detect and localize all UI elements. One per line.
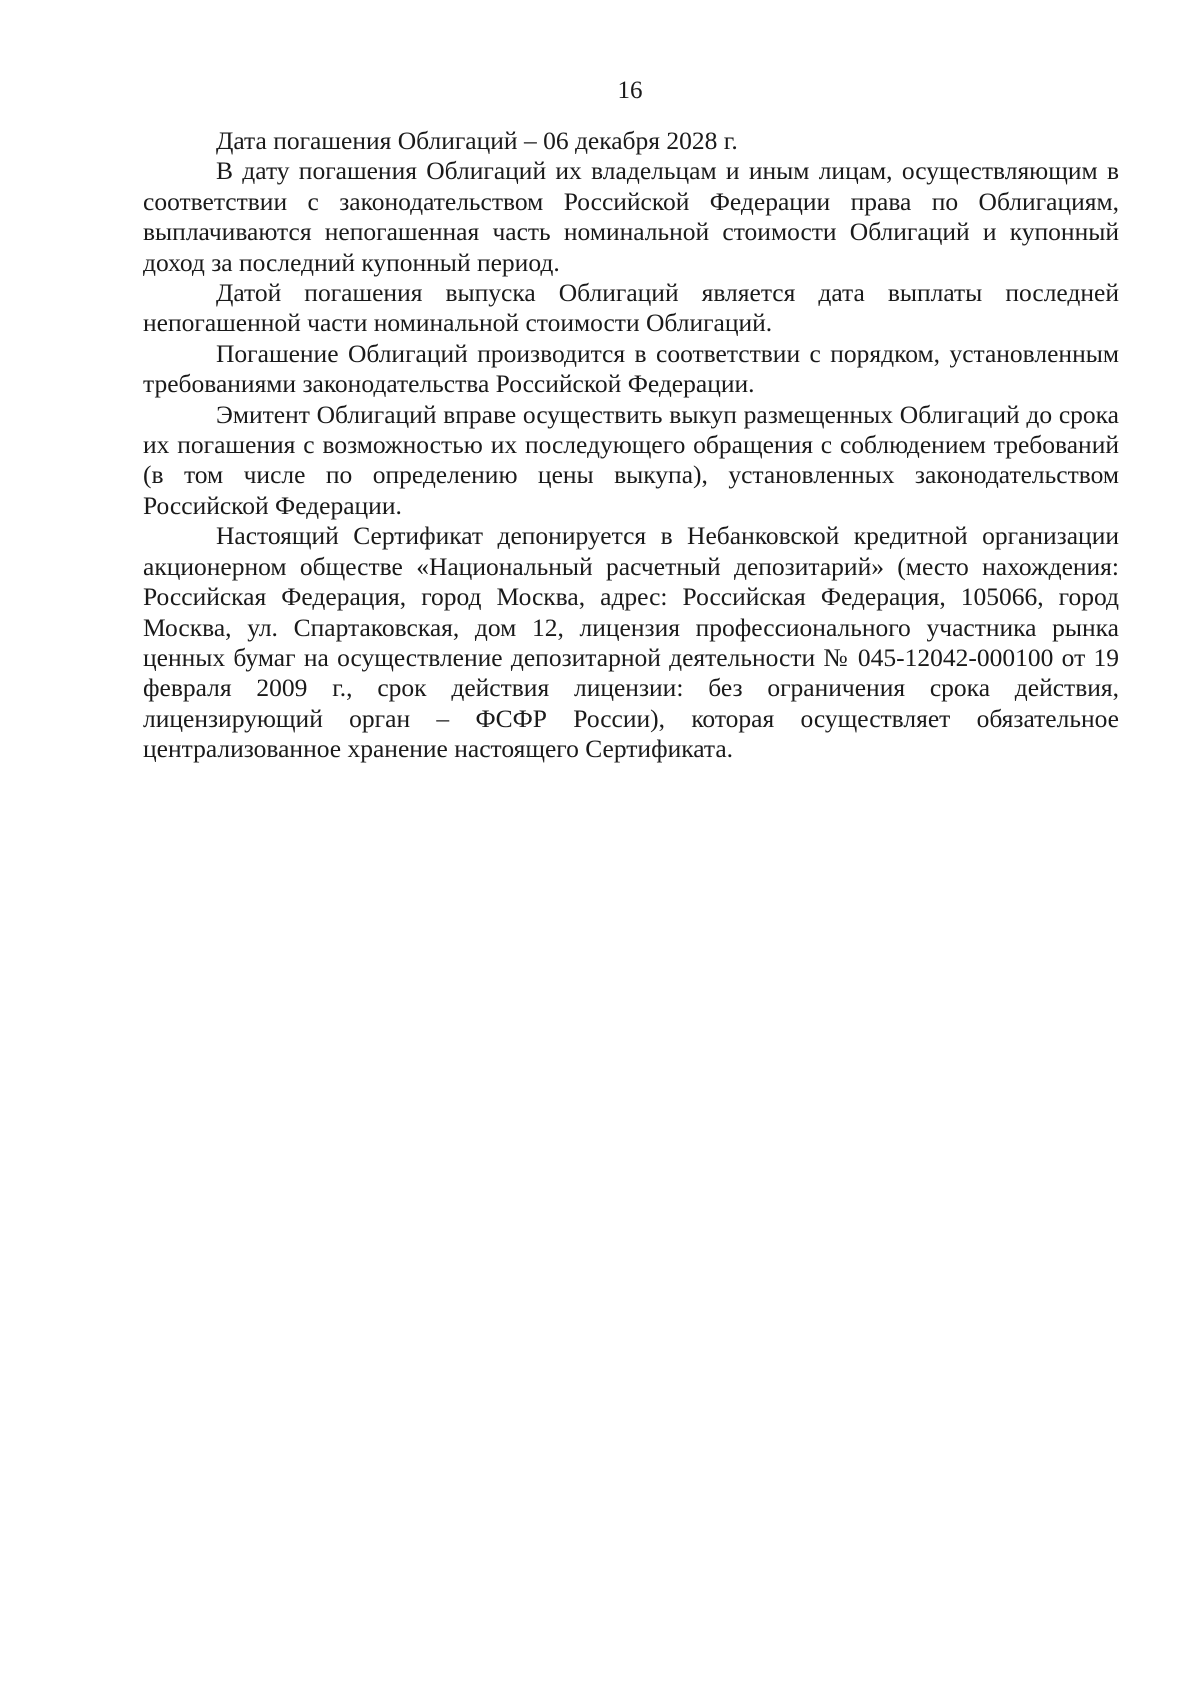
paragraph-maturity-date: Дата погашения Облигаций – 06 декабря 2028 г. [216,126,738,155]
paragraph-issue-redemption-date: Датой погашения выпуска Облигаций является дата выплаты последней непогашенной части номинальной стоимости Облигаций. [143,278,1119,338]
paragraph-redemption-procedure: Погашение Облигаций производится в соответствии с порядком, установленным требованиями законодательства Российской Федерации. [143,338,1119,399]
paragraph-buyback: Эмитент Облигаций вправе осуществить выкуп размещенных Облигаций до срока их погашения с возможностью их последующего обращения с соблюдением требований (в том числе по определению цены выкупа), установленных законодательством Российской Федерации. [143,399,1119,520]
paragraph-depository: Настоящий Сертификат депонируется в Небанковской кредитной организации акционерном обществе «Национальный расчетный депозитарий» (место нахождения: Российская Федерация, город Москва, адрес: Российская Федерация, 105066, город Москва, ул. Спартаковская, дом 12, лицензия профессионального участника рынка ценных бумаг на осуществление депозитарной деятельности № 045-12042-000100 от 19 февраля 2009 г., срок действия лицензии: без ограничения срока действия, лицензирующий орган – ФСФР России), которая осуществляет обязательное централизованное хранение настоящего Сертификата. [143,521,1119,764]
page-number: 16 [617,77,643,104]
document-body [143,126,1119,765]
paragraph-maturity-payment: В дату погашения Облигаций их владельцам и иным лицам, осуществляющим в соответствии с законодательством Российской Федерации права по Облигациям, выплачиваются непогашенная часть номинальной стоимости Облигаций и купонный доход за последний купонный период. [143,156,1119,277]
